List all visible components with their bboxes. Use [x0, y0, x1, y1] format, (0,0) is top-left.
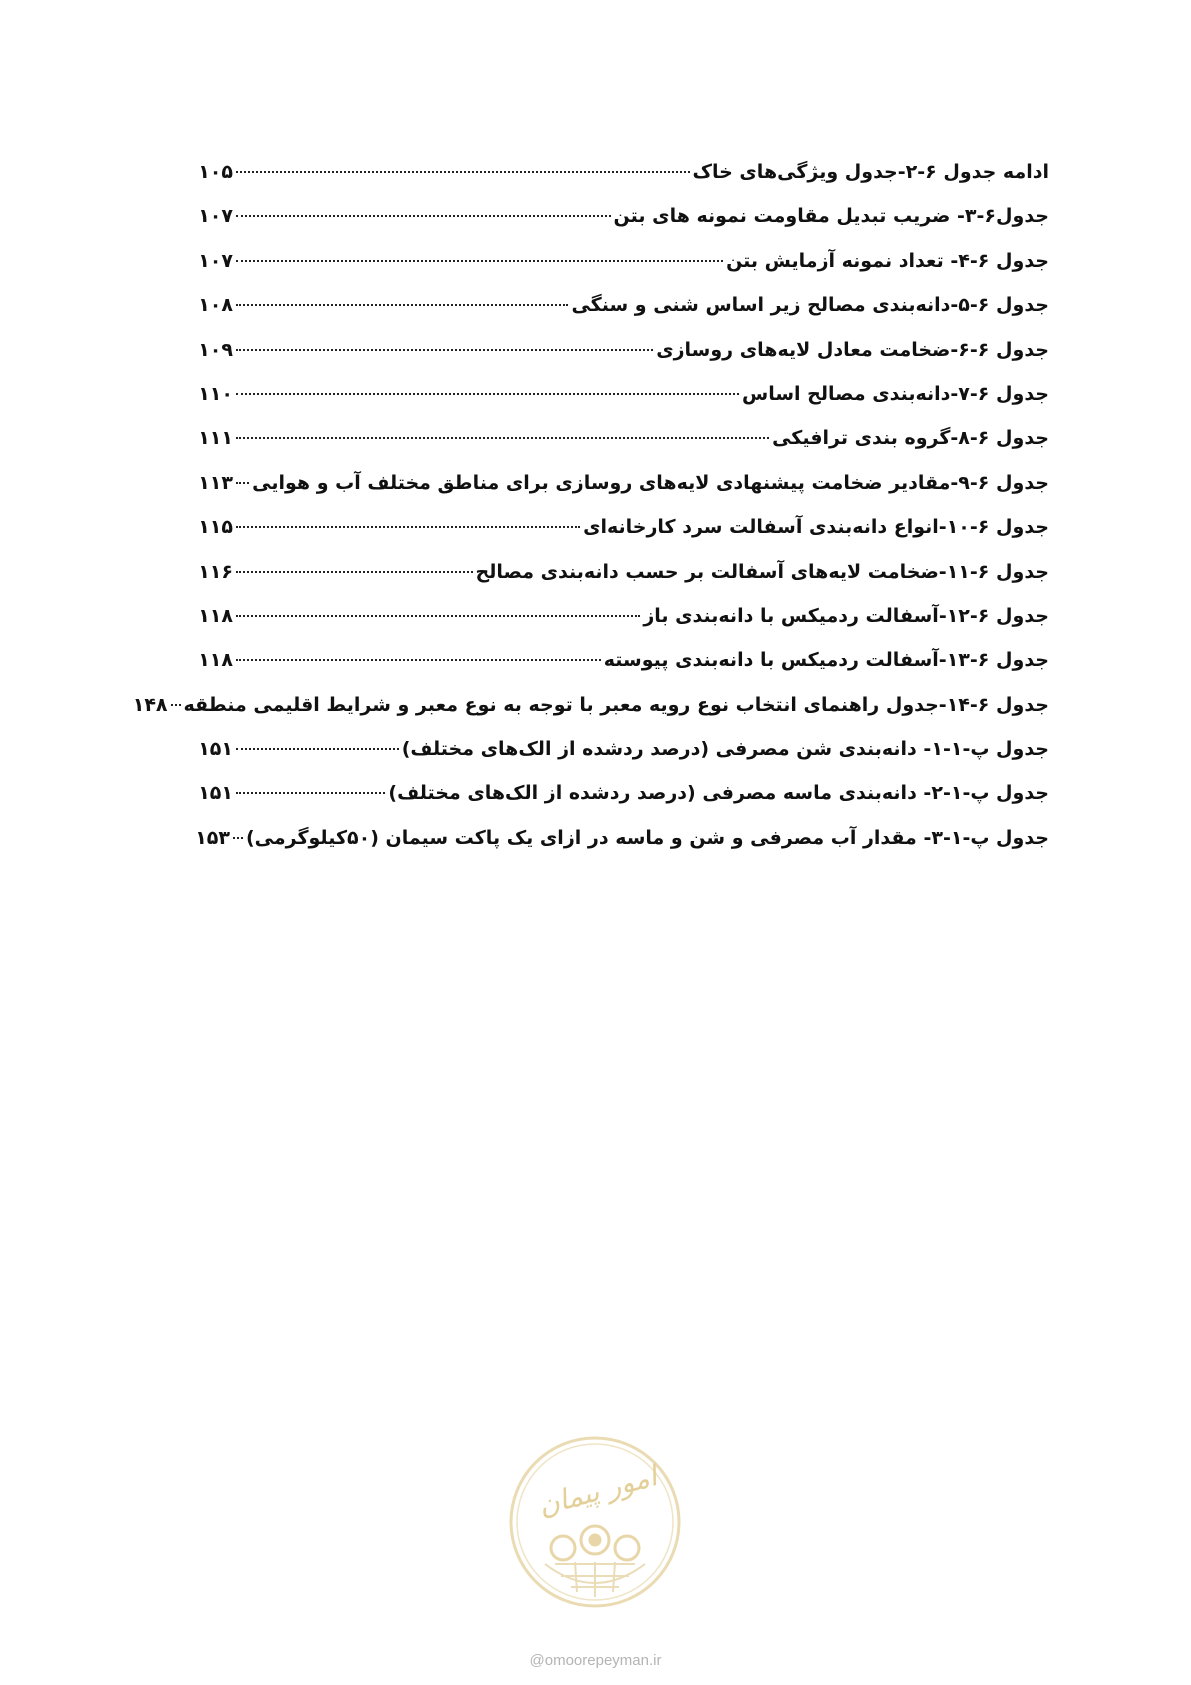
toc-entry-title: جدول۶-۳- ضریب تبدیل مقاومت نمونه های بتن: [613, 205, 1049, 228]
toc-entry[interactable]: [132, 692, 1049, 736]
toc-page-number: ۱۱۳: [198, 471, 233, 494]
toc-page-number: ۱۱۱: [198, 427, 233, 450]
toc-entry[interactable]: [199, 559, 1049, 603]
toc-page-number: ۱۰۵: [198, 161, 233, 183]
toc-entry[interactable]: [199, 203, 1049, 247]
toc-entry-title: جدول ۶-۹-مقادیر ضخامت پیشنهادی لایه‌های روسازی برای مناطق مختلف آب و هوایی: [252, 471, 1049, 494]
toc-entry[interactable]: [199, 603, 1049, 647]
toc-entry[interactable]: [199, 381, 1049, 425]
toc-entry-title: جدول ۶-۴- تعداد نمونه آزمایش بتن: [726, 249, 1049, 272]
dot-leader: [236, 171, 690, 173]
toc-entry-title: جدول ۶-۱۲-آسفالت ردمیکس با دانه‌بندی باز: [643, 604, 1049, 627]
dot-leader: [236, 393, 739, 395]
dot-leader: [233, 837, 243, 839]
dot-leader: [236, 260, 723, 262]
toc-entry[interactable]: [199, 159, 1049, 203]
toc-entry-title: جدول ۶-۱۴-جدول راهنمای انتخاب نوع رویه معبر با توجه به نوع معبر و شرایط اقلیمی منطقه: [183, 693, 1049, 716]
toc-page-number: ۱۴۸: [132, 693, 168, 716]
toc-page-number: ۱۱۶: [198, 560, 233, 583]
toc-entry[interactable]: [199, 425, 1049, 469]
toc-page-number: ۱۱۸: [198, 604, 233, 627]
toc-entry-title: جدول پ-۱-۱- دانه‌بندی شن مصرفی (درصد ردشده از الک‌های مختلف): [401, 738, 1049, 761]
dot-leader: [236, 215, 611, 217]
dot-leader: [236, 482, 249, 484]
toc-entry[interactable]: [199, 470, 1049, 514]
toc-page-number: ۱۱۸: [198, 649, 233, 672]
dot-leader: [236, 526, 580, 528]
dot-leader: [236, 571, 473, 573]
dot-leader: [236, 304, 568, 306]
toc-entry[interactable]: [199, 292, 1049, 336]
toc-page-number: ۱۵۱: [198, 738, 233, 761]
toc-entry[interactable]: [199, 248, 1049, 292]
toc-entry[interactable]: [199, 780, 1049, 824]
toc-page-number: ۱۰۷: [198, 249, 233, 272]
toc-entry-title: جدول ۶-۷-دانه‌بندی مصالح اساس: [741, 382, 1049, 405]
omoorepeyman-logo-watermark: [505, 1432, 685, 1612]
website-watermark: @omoorepeyman.ir: [529, 1652, 662, 1669]
toc-page-number: ۱۰۸: [198, 294, 233, 317]
toc-page-number: ۱۱۰: [198, 382, 233, 405]
toc-entry[interactable]: [199, 736, 1049, 780]
dot-leader: [236, 437, 769, 439]
toc-page-number: ۱۰۹: [198, 338, 233, 361]
toc-entry-title: جدول ۶-۶-ضخامت معادل لایه‌های روسازی: [656, 338, 1049, 361]
toc-page-number: ۱۰۷: [198, 205, 233, 228]
toc-entry-title: جدول ۶-۵-دانه‌بندی مصالح زیر اساس شنی و سنگی: [571, 294, 1049, 317]
gear-icon: [551, 1526, 639, 1560]
toc-entry-title: جدول ۶-۱۳-آسفالت ردمیکس با دانه‌بندی پیوسته: [603, 649, 1049, 672]
toc-entry-title: جدول پ-۱-۲- دانه‌بندی ماسه مصرفی (درصد ردشده از الک‌های مختلف): [388, 782, 1049, 805]
toc-entry[interactable]: [195, 825, 1049, 869]
table-of-tables: [132, 159, 1049, 869]
dot-leader: [236, 659, 601, 661]
toc-entry-title: جدول ۶-۸-گروه بندی ترافیکی: [772, 427, 1049, 450]
toc-page-number: ۱۵۱: [198, 782, 233, 805]
toc-entry-title: جدول ۶-۱۱-ضخامت لایه‌های آسفالت بر حسب دانه‌بندی مصالح: [475, 560, 1049, 583]
dot-leader: [171, 704, 181, 706]
dot-leader: [236, 792, 385, 794]
toc-page-number: ۱۱۵: [198, 516, 233, 539]
toc-entry-title: جدول ۶-۱۰-انواع دانه‌بندی آسفالت سرد کارخانه‌ای: [583, 516, 1049, 539]
toc-entry[interactable]: [199, 647, 1049, 691]
toc-entry[interactable]: [199, 337, 1049, 381]
toc-entry[interactable]: [199, 514, 1049, 558]
toc-entry-title: ادامه جدول ۶-۲-جدول ویژگی‌های خاک: [692, 161, 1049, 183]
toc-page-number: ۱۵۳: [195, 826, 230, 849]
dot-leader: [236, 615, 640, 617]
dot-leader: [236, 748, 399, 750]
dot-leader: [236, 349, 653, 351]
logo-script-text: امور پیمان: [534, 1459, 661, 1523]
toc-entry-title: جدول پ-۱-۳- مقدار آب مصرفی و شن و ماسه در ازای یک پاکت سیمان (۵۰کیلوگرمی): [245, 826, 1049, 849]
